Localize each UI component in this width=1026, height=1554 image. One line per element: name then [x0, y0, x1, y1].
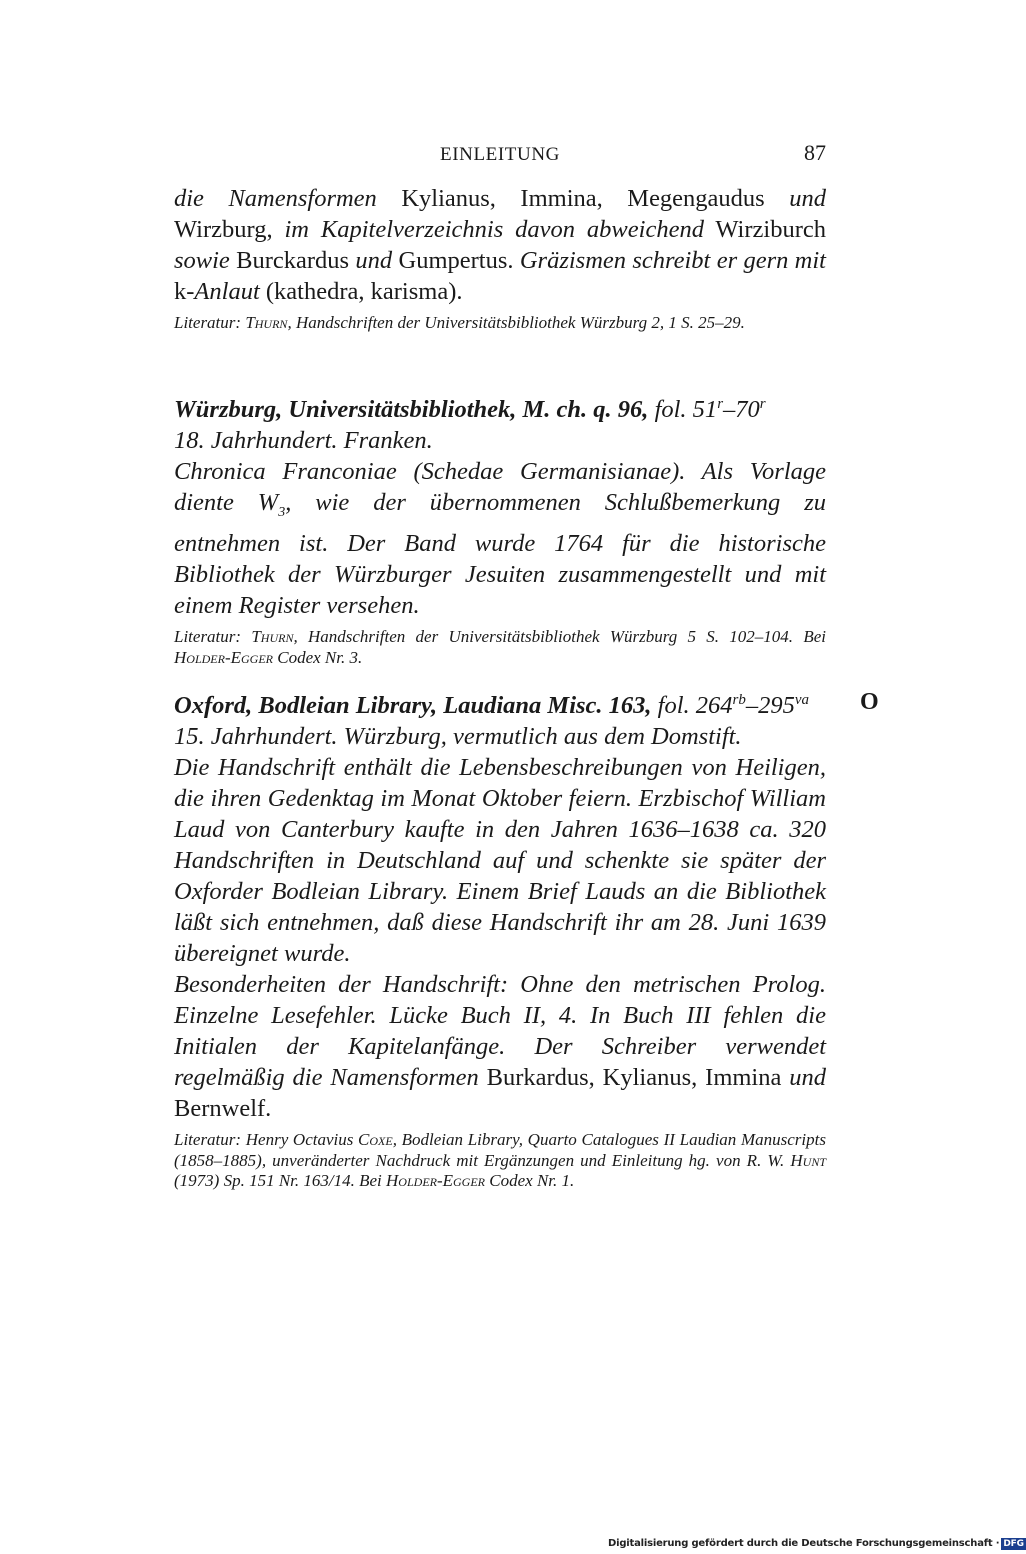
text-run: Thurn: [251, 627, 294, 647]
text-run: Codex Nr. 3.: [272, 647, 363, 667]
folio-end: –70: [723, 396, 760, 424]
running-title: EINLEITUNG: [440, 144, 560, 165]
text-run: Burckardus: [229, 247, 356, 274]
text-run: im Kapitelverzeichnis davon abweichend: [284, 216, 704, 243]
footer-text: Digitalisierung gefördert durch die Deutsche Forschungsgemeinschaft ·: [608, 1538, 1000, 1549]
manuscript-siglum: O: [860, 689, 879, 715]
text-run: und: [789, 1064, 826, 1092]
text-run: Wirzburg,: [174, 216, 285, 243]
text-run: Literatur: Henry Octavius: [174, 1130, 359, 1150]
text-run: Besonderheiten der Handschrift: Ohne den metrischen Prolog. Einzelne Lesefehler. Lücke Buch II, 4. In Buch III fehlen die Initialen der Kapitelanfänge. Der Schreiber verwendet regelmäßig die Namensformen: [174, 971, 826, 1092]
desc-text: Chronica Franconiae (Schedae Germanisianae). Als Vorlage diente W: [174, 458, 826, 517]
literature-note: [174, 1130, 826, 1192]
text-run: Literatur:: [174, 627, 252, 647]
date-line: 15. Jahrhundert. Würzburg, vermutlich aus dem Domstift.: [174, 723, 742, 751]
manuscript-entry-wuerzburg: [174, 389, 826, 668]
text-run: Holder-Egger: [174, 647, 273, 667]
folio-sup-end: va: [794, 692, 810, 708]
manuscript-heading: [174, 685, 826, 721]
page-header: [174, 140, 826, 170]
manuscript-shelfmark: Würzburg, Universitätsbibliothek, M. ch. q. 96,: [174, 396, 649, 424]
dfg-logo: DFG: [1003, 1539, 1024, 1549]
folio-end: –295: [745, 692, 795, 720]
desc-text-cont: , wie der übernommenen Schlußbemerkung zu entnehmen ist. Der Band wurde 1764 für die historische Bibliothek der Würzburger Jesuiten zusammengestellt und mit einem Register versehen.: [174, 489, 826, 620]
literature-note: [174, 313, 826, 334]
manuscript-description: Die Handschrift enthält die Lebensbeschreibungen von Heiligen, die ihren Gedenktag im Monat Oktober feiern. Erzbischof William Laud von Canterbury kaufte in den Jahren 1636–1638 ca. 320 Handschriften in Deutschland auf und schenkte sie später der Oxforder Bodleian Library. Einem Brief Lauds an die Bibliothek läßt sich entnehmen, daß diese Handschrift ihr am 28. Juni 1639 übereignet wurde.: [174, 754, 826, 968]
manuscript-entry-oxford: [174, 685, 826, 1192]
text-run: (1973) Sp. 151 Nr. 163/14. Bei: [174, 1171, 387, 1191]
text-run: Burkardus, Kylianus, Immina: [478, 1064, 790, 1092]
text-run: k-: [174, 278, 195, 305]
text-run: Literatur:: [174, 313, 246, 332]
manuscript-particulars: [174, 969, 826, 1124]
text-run: Holder-Egger: [386, 1171, 486, 1191]
desc-subscript: 3: [278, 505, 286, 521]
folio-start: fol. 264: [651, 692, 733, 720]
literature-note: [174, 627, 826, 668]
text-run: , Handschriften der Universitätsbibliothek Würzburg 5 S. 102–104. Bei: [293, 627, 826, 647]
text-run: sowie: [174, 247, 230, 274]
text-run: , Bodleian Library, Quarto Catalogues II Laudian Manuscripts (1858–1885), unveränderter Nachdruck mit Ergänzungen und Einleitung hg. von R. W.: [174, 1130, 826, 1170]
date-line: 18. Jahrhundert. Franken.: [174, 427, 433, 455]
digitization-footer: [608, 1538, 1026, 1550]
text-run: und: [355, 247, 393, 274]
manuscript-heading: [174, 389, 826, 425]
text-run: und: [789, 185, 826, 212]
folio-start: fol. 51: [648, 396, 718, 424]
text-run: Codex Nr. 1.: [485, 1171, 575, 1191]
text-run: Anlaut: [194, 278, 260, 305]
text-run: die Namensformen: [174, 185, 377, 212]
manuscript-shelfmark: Oxford, Bodleian Library, Laudiana Misc. 163,: [174, 692, 652, 720]
text-run: Kylianus, Immina, Megengaudus: [376, 185, 790, 212]
text-run: Gräzismen schreibt er gern mit: [519, 247, 826, 274]
manuscript-description: [174, 456, 826, 621]
folio-sup-end: r: [759, 396, 766, 412]
text-run: Hunt: [790, 1150, 826, 1170]
text-run: , Handschriften der Universitätsbibliothek Würzburg 2, 1 S. 25–29.: [287, 313, 745, 332]
folio-sup-start: rb: [732, 692, 746, 708]
page-number: 87: [804, 140, 826, 165]
text-run: (kathedra, karisma).: [259, 278, 463, 305]
section-continuation: [174, 183, 826, 334]
text-run: Wirziburch: [703, 216, 826, 243]
text-run: Gumpertus.: [392, 247, 520, 274]
text-run: Bernwelf.: [174, 1095, 272, 1123]
text-run: Thurn: [245, 313, 288, 332]
text-run: Coxe: [358, 1130, 393, 1150]
folio-sup-start: r: [717, 396, 724, 412]
continuation-paragraph: [174, 183, 826, 307]
